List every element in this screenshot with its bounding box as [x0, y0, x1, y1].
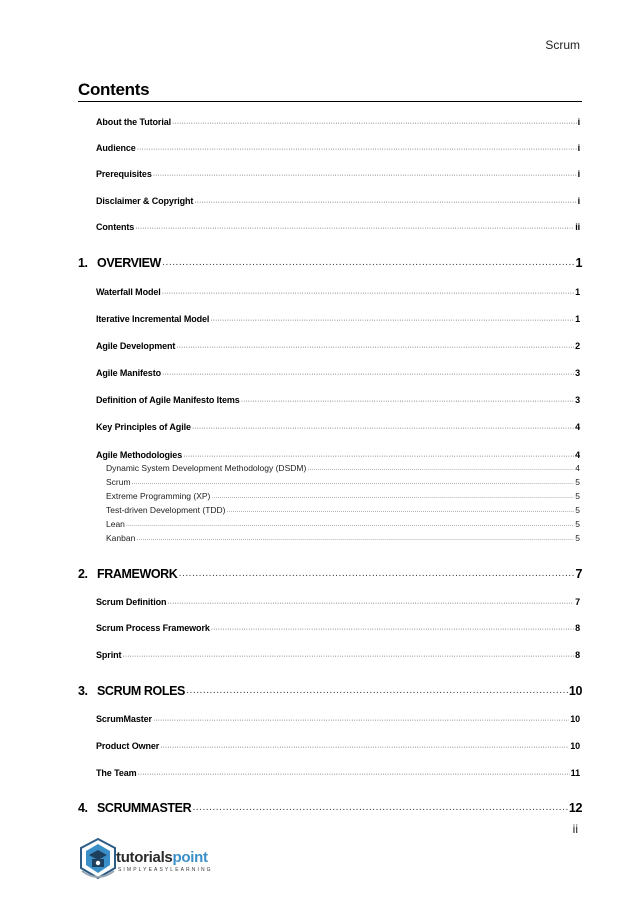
toc-chapter-1[interactable]: 1. OVERVIEW ····· 1: [78, 256, 582, 270]
leader-dots: [211, 495, 574, 501]
logo-emblem-icon: [78, 837, 118, 881]
leader-dots: [162, 371, 574, 378]
logo-tagline: SIMPLYEASYLEARNING: [118, 867, 213, 873]
toc-entry-sprint[interactable]: Sprint ····· 8: [96, 650, 580, 660]
leader-dots: [153, 717, 569, 724]
leader-dots: [122, 653, 574, 660]
toc-entry-the-team[interactable]: The Team ····· 11: [96, 768, 580, 778]
toc-entry-agile-manifesto[interactable]: Agile Manifesto ····· 3: [96, 368, 580, 378]
leader-dots: [183, 453, 574, 460]
toc-chapter-2[interactable]: 2. FRAMEWORK ····· 7: [78, 567, 582, 581]
page-title: Contents: [78, 80, 150, 99]
leader-dots: [192, 425, 574, 432]
leader-dots: [162, 290, 574, 297]
toc-entry-manifesto-items[interactable]: Definition of Agile Manifesto Items ····· 3: [96, 395, 580, 405]
leader-dots: [126, 523, 574, 529]
leader-dots: [138, 771, 570, 778]
toc-subentry-tdd[interactable]: Test-driven Development (TDD) ····· 5: [106, 505, 580, 515]
toc-entry-scrum-definition[interactable]: Scrum Definition ····· 7: [96, 597, 580, 607]
toc-entry-about[interactable]: About the Tutorial ····· i: [96, 117, 580, 127]
toc-entry-key-principles[interactable]: Key Principles of Agile ····· 4: [96, 422, 580, 432]
toc-subentry-xp[interactable]: Extreme Programming (XP) ····· 5: [106, 491, 580, 501]
toc-entry-agile-methodologies[interactable]: Agile Methodologies ····· 4: [96, 450, 580, 460]
leader-dots: [172, 120, 577, 127]
page-number: ii: [572, 822, 578, 836]
toc-entry-waterfall[interactable]: Waterfall Model ····· 1: [96, 287, 580, 297]
leader-dots: [241, 398, 574, 405]
leader-dots: [210, 317, 574, 324]
leader-dots: [307, 467, 574, 473]
toc-entry-scrum-process[interactable]: Scrum Process Framework ····· 8: [96, 623, 580, 633]
title-divider: [78, 101, 582, 102]
toc-subentry-dsdm[interactable]: Dynamic System Development Methodology (DSDM) ····· 4: [106, 463, 580, 473]
leader-dots: [167, 600, 574, 607]
toc-subentry-scrum[interactable]: Scrum ····· 5: [106, 477, 580, 487]
leader-dots: [194, 199, 576, 206]
leader-dots: [192, 804, 568, 815]
running-header: Scrum: [545, 38, 580, 52]
leader-dots: [160, 744, 569, 751]
leader-dots: [211, 626, 574, 633]
toc-subentry-lean[interactable]: Lean ····· 5: [106, 519, 580, 529]
toc-entry-prerequisites[interactable]: Prerequisites ····· i: [96, 169, 580, 179]
toc-entry-product-owner[interactable]: Product Owner ····· 10: [96, 741, 580, 751]
toc-entry-audience[interactable]: Audience ····· i: [96, 143, 580, 153]
logo-wordmark: tutorialspoint: [116, 849, 208, 866]
leader-dots: [137, 146, 577, 153]
leader-dots: [136, 537, 574, 543]
toc-chapter-4[interactable]: 4. SCRUMMASTER ····· 12: [78, 801, 582, 815]
leader-dots: [176, 344, 574, 351]
leader-dots: [153, 172, 577, 179]
toc-entry-scrummaster[interactable]: ScrumMaster ····· 10: [96, 714, 580, 724]
leader-dots: [178, 570, 574, 581]
leader-dots: [162, 259, 574, 270]
toc-entry-disclaimer[interactable]: Disclaimer & Copyright ····· i: [96, 196, 580, 206]
leader-dots: [227, 509, 575, 515]
leader-dots: [132, 481, 575, 487]
toc-entry-iterative[interactable]: Iterative Incremental Model ····· 1: [96, 314, 580, 324]
toc-entry-contents[interactable]: Contents ····· ii: [96, 222, 580, 232]
toc-subentry-kanban[interactable]: Kanban ····· 5: [106, 533, 580, 543]
toc-chapter-3[interactable]: 3. SCRUM ROLES ····· 10: [78, 684, 582, 698]
leader-dots: [186, 687, 568, 698]
tutorialspoint-logo: [78, 835, 238, 885]
toc-entry-agile-development[interactable]: Agile Development ····· 2: [96, 341, 580, 351]
leader-dots: [135, 225, 574, 232]
